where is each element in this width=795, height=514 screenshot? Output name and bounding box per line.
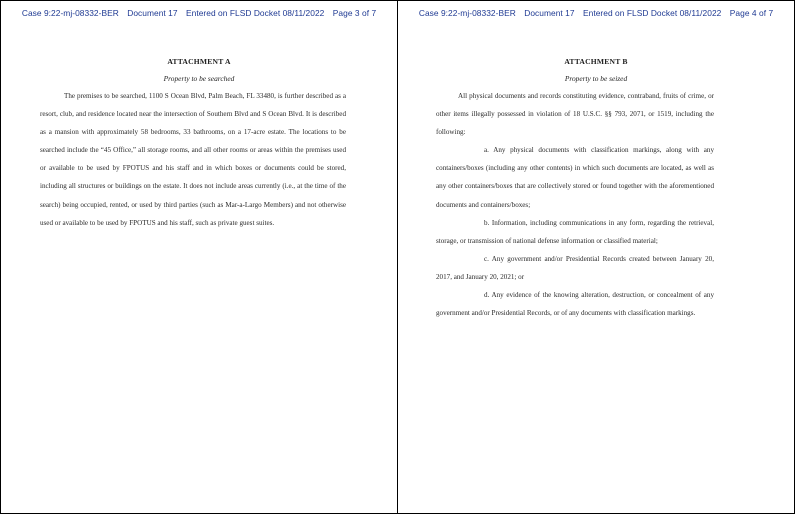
- list-item-a: a. Any physical documents with classification markings, along with any containers/boxes (including any other contents) in which such documents are located, as well as any other containers/boxes that are collectively stored or found together with the aforementioned documents and containers/boxes;: [436, 146, 714, 209]
- attachment-body: [40, 87, 346, 232]
- list-item-d: d. Any evidence of the knowing alteration, destruction, or concealment of any government and/or Presidential Records, or of any documents with classification markings.: [436, 291, 714, 318]
- case-number: Case 9:22-mj-08332-BER: [418, 8, 516, 18]
- list-item-b: b. Information, including communications in any form, regarding the retrieval, storage, or transmission of national defense information or classified material;: [436, 218, 714, 245]
- attachment-title: ATTACHMENT B: [564, 57, 628, 66]
- list-item-c: c. Any government and/or Presidential Records created between January 20, 2017, and January 20, 2021; or: [436, 254, 714, 281]
- document-page-4: [397, 0, 795, 514]
- attachment-title: ATTACHMENT A: [167, 57, 231, 66]
- attachment-subtitle: Property to be searched: [163, 74, 235, 83]
- docket-entry: Entered on FLSD Docket 08/11/2022: [583, 8, 722, 18]
- intro-paragraph: All physical documents and records constituting evidence, contraband, fruits of crime, or other items illegally possessed in violation of 18 U.S.C. §§ 793, 2071, or 1519, including the following:: [436, 92, 714, 137]
- premises-paragraph: The premises to be searched, 1100 S Ocean Blvd, Palm Beach, FL 33480, is further described as a resort, club, and residence located near the intersection of Southern Blvd and S Ocean Blvd. It is described as a mansion with approximately 58 bedrooms, 33 bathrooms, on a 17-acre estate. The locations to be searched include the “45 Office,” all storage rooms, and all other rooms or areas within the premises used or available to be used by FPOTUS and his staff and in which boxes or documents could be stored, including all structures or buildings on the estate. It does not include areas currently (i.e., at the time of the search) being occupied, rented, or used by third parties (such as Mar-a-Largo Members) and not otherwise used or available to be used by FPOTUS and his staff, such as private guest suites.: [40, 92, 346, 227]
- attachment-body: [436, 87, 714, 322]
- page-number: Page 3 of 7: [332, 8, 377, 18]
- docket-header: [1, 8, 397, 18]
- attachment-subtitle: Property to be seized: [564, 74, 628, 83]
- case-number: Case 9:22-mj-08332-BER: [21, 8, 119, 18]
- page-number: Page 4 of 7: [729, 8, 774, 18]
- docket-entry: Entered on FLSD Docket 08/11/2022: [186, 8, 325, 18]
- document-number: Document 17: [127, 8, 178, 18]
- docket-header: [398, 8, 794, 18]
- document-number: Document 17: [524, 8, 575, 18]
